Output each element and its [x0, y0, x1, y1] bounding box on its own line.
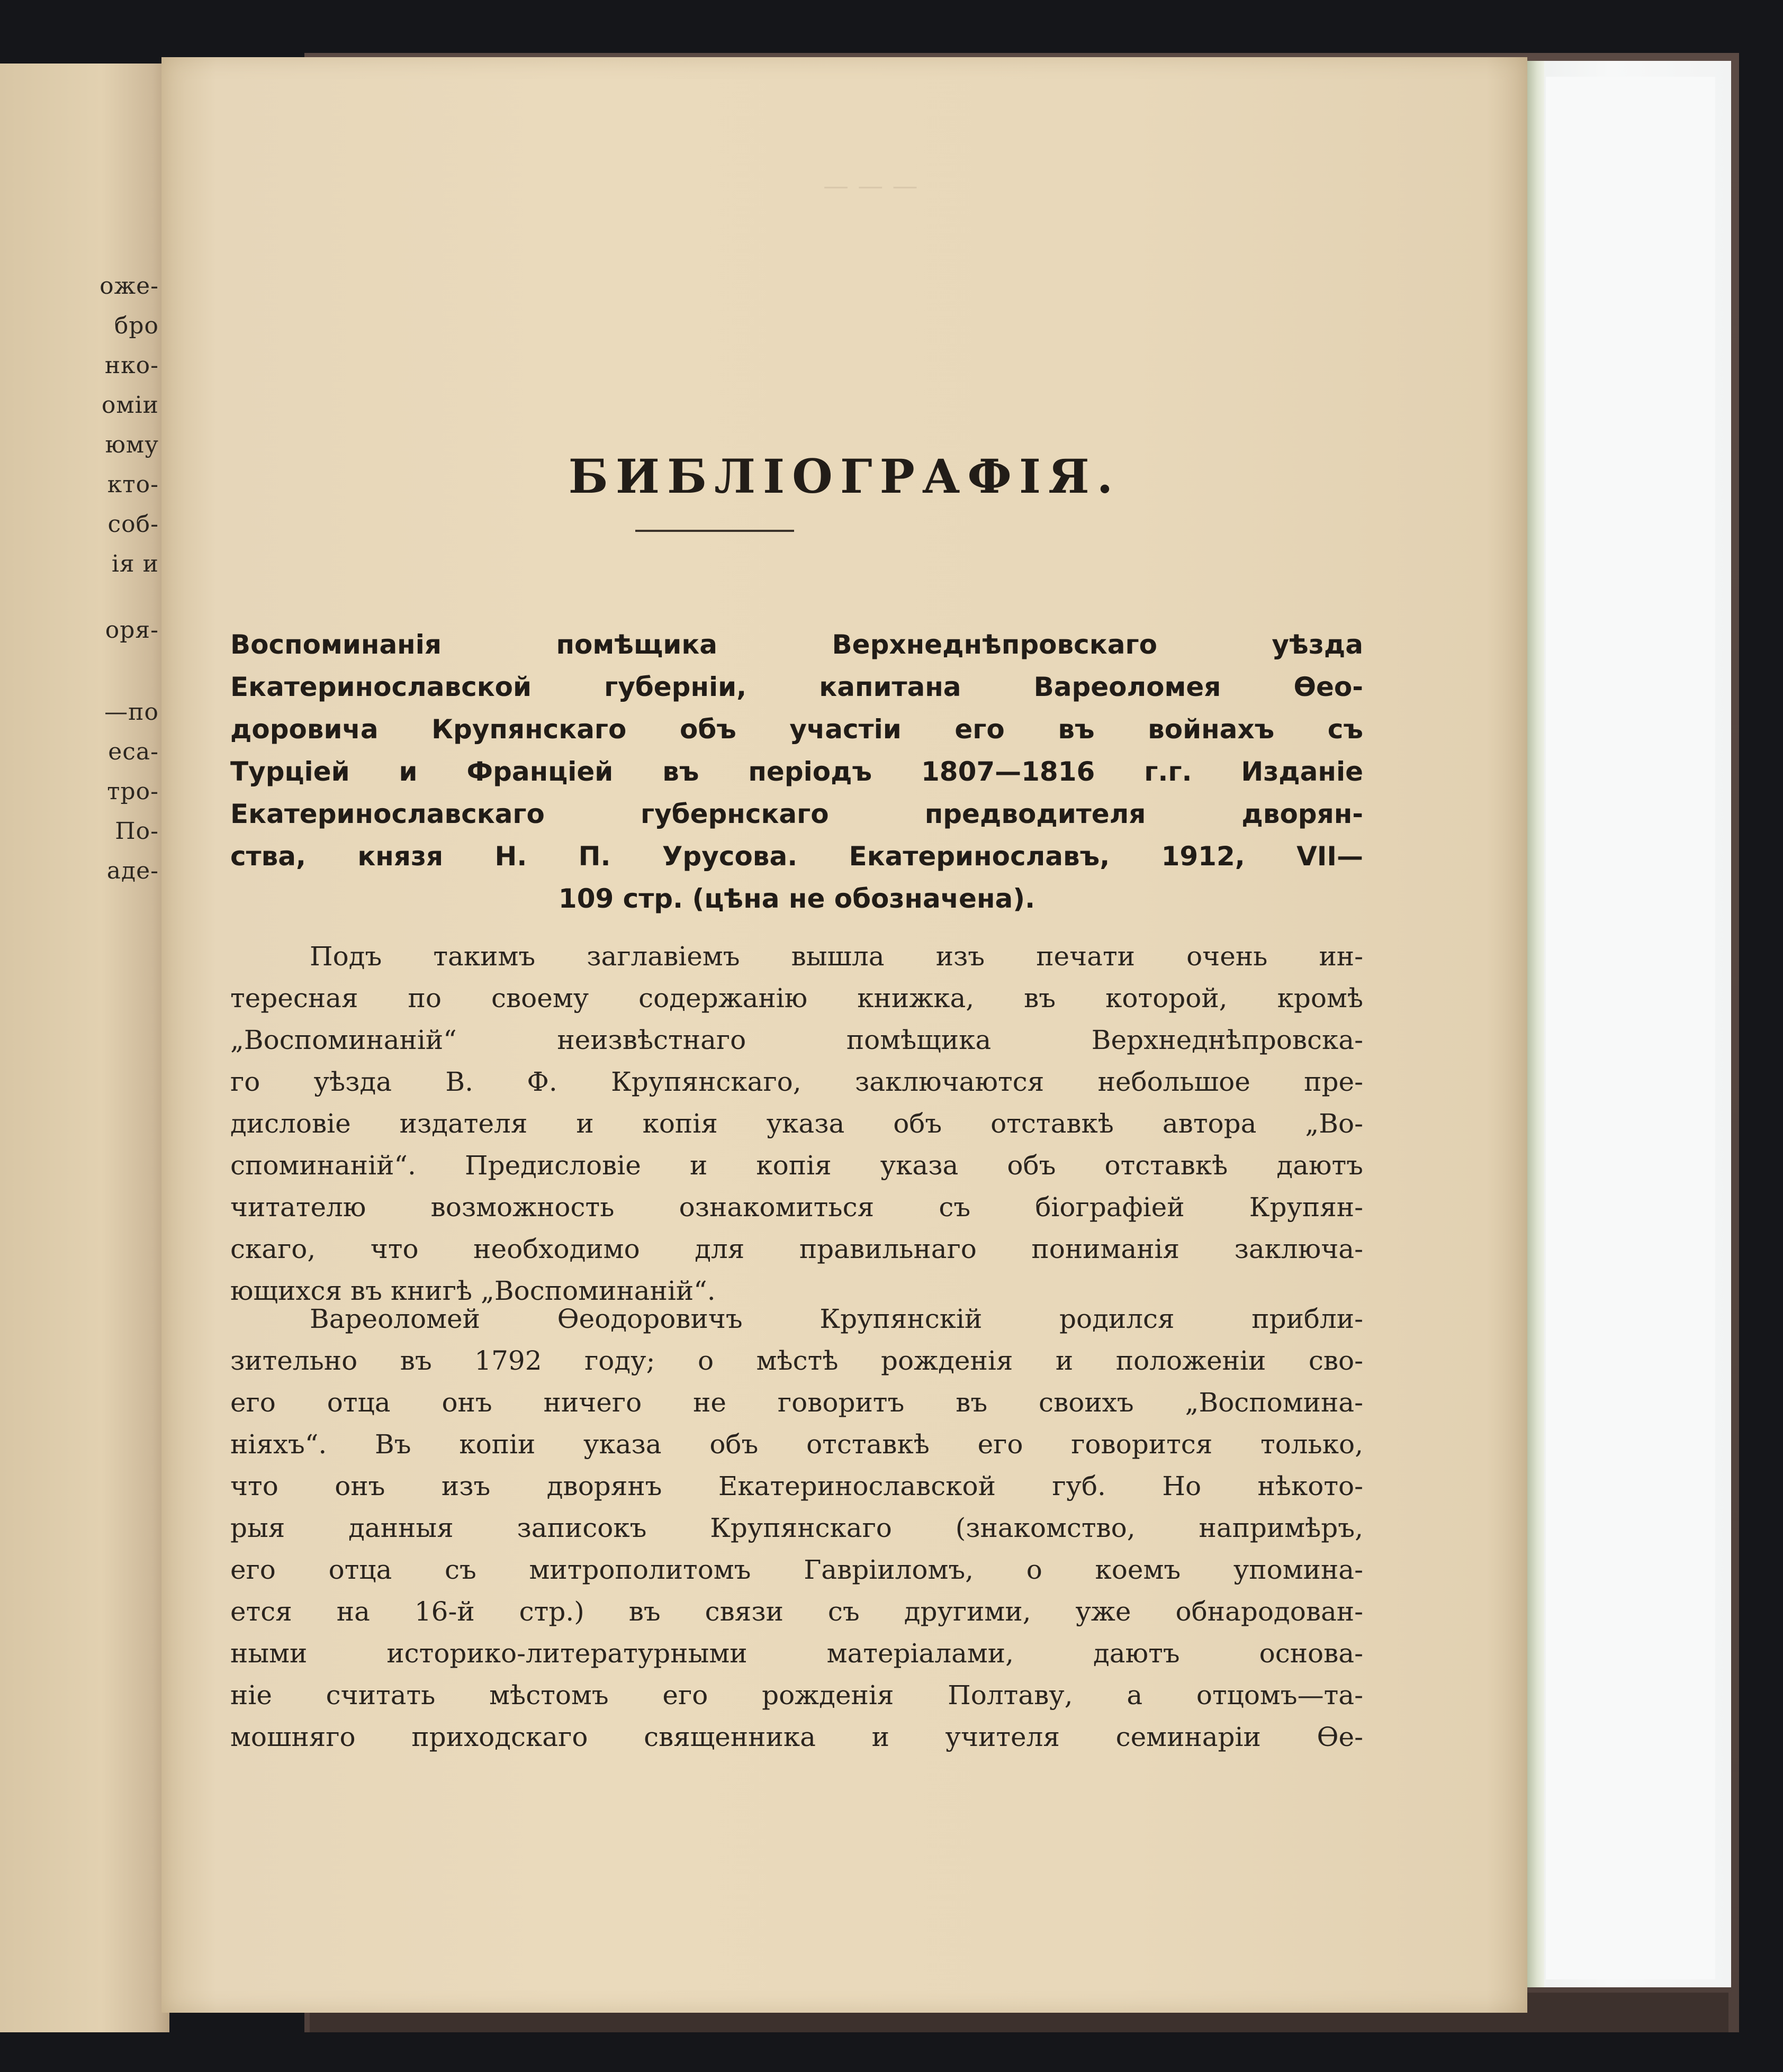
text-line: ніяхъ“. Въ копіи указа объ отставкѣ его говорится только,: [230, 1429, 1363, 1460]
left-fragment: тро-: [107, 778, 159, 805]
text-line: читателю возможность ознакомиться съ біографіей Крупян-: [230, 1192, 1363, 1223]
citation-line: ства, князя Н. П. Урусова. Екатеринославъ, 1912, VII—: [230, 841, 1363, 872]
facing-page-left: [0, 64, 169, 2032]
left-fragment: еса-: [108, 738, 159, 765]
left-fragment: юму: [105, 431, 159, 458]
text-line: дисловіе издателя и копія указа объ отставкѣ автора „Во-: [230, 1108, 1363, 1139]
text-line: ющихся въ книгѣ „Воспоминаній“.: [230, 1275, 716, 1306]
text-line: скаго, что необходимо для правильнаго пониманія заключа-: [230, 1234, 1363, 1264]
text-line: „Воспоминаній“ неизвѣстнаго помѣщика Верхнеднѣпровска-: [230, 1025, 1363, 1055]
page-edge-strip: [1527, 61, 1544, 1987]
citation-line: доровича Крупянскаго объ участіи его въ войнахъ съ: [230, 714, 1363, 745]
text-line: споминаній“. Предисловіе и копія указа объ отставкѣ даютъ: [230, 1150, 1363, 1181]
left-fragment: —по: [104, 699, 159, 726]
text-line: ется на 16-й стр.) въ связи съ другими, уже обнародован-: [230, 1596, 1363, 1627]
citation-line: Екатеринославской губерніи, капитана Вареоломея Ѳео-: [230, 672, 1363, 702]
text-line: Вареоломей Ѳеодоровичъ Крупянскій родился прибли-: [310, 1304, 1363, 1334]
text-line: его отца съ митрополитомъ Гавріиломъ, о коемъ упомина-: [230, 1554, 1363, 1585]
citation-line: 109 стр. (цѣна не обозначена).: [558, 883, 1035, 914]
text-line: рыя данныя записокъ Крупянскаго (знакомство, напримѣръ,: [230, 1513, 1363, 1543]
left-fragment: оря-: [105, 617, 159, 644]
left-fragment: оже-: [100, 273, 159, 300]
book-page: [161, 57, 1527, 2013]
text-line: Подъ такимъ заглавіемъ вышла изъ печати очень ин-: [310, 941, 1363, 972]
text-line: что онъ изъ дворянъ Екатеринославской губ. Но нѣкото-: [230, 1471, 1363, 1501]
left-fragment: нко-: [104, 352, 159, 379]
left-fragment: оміи: [101, 392, 159, 419]
left-fragment: аде-: [106, 857, 159, 884]
show-through-texture: — — —: [823, 171, 918, 201]
text-line: его отца онъ ничего не говоритъ въ своихъ „Воспомина-: [230, 1387, 1363, 1418]
citation-line: Екатеринославскаго губернскаго предводителя дворян-: [230, 799, 1363, 829]
paragraph-1: [230, 936, 1363, 1312]
left-fragment: кто-: [107, 471, 159, 498]
citation-line: Воспоминанія помѣщика Верхнеднѣпровскаго уѣзда: [230, 629, 1363, 660]
text-line: зительно въ 1792 году; о мѣстѣ рожденія и положеніи сво-: [230, 1345, 1363, 1376]
left-fragment: соб-: [107, 511, 159, 538]
text-line: ными историко-литературными матеріалами, даютъ основа-: [230, 1638, 1363, 1669]
left-fragment: ія и: [111, 550, 159, 577]
page-title: БИБЛІОГРАФІЯ.: [568, 449, 1121, 504]
text-line: мошняго приходскаго священника и учителя семинаріи Ѳе-: [230, 1722, 1363, 1752]
book-citation: [230, 623, 1363, 920]
text-line: тересная по своему содержанію книжка, въ которой, кромѣ: [230, 983, 1363, 1014]
left-fragment: По-: [115, 818, 159, 845]
title-rule: [635, 530, 794, 532]
text-line: ніе считать мѣстомъ его рожденія Полтаву, а отцомъ—та-: [230, 1680, 1363, 1711]
paragraph-2: [230, 1298, 1363, 1758]
citation-line: Турціей и Франціей въ періодъ 1807—1816 г.г. Изданіе: [230, 756, 1363, 787]
endpaper-inner: [1546, 77, 1715, 1979]
left-fragment: бро: [114, 312, 159, 339]
text-line: го уѣзда В. Ф. Крупянскаго, заключаются небольшое пре-: [230, 1066, 1363, 1097]
